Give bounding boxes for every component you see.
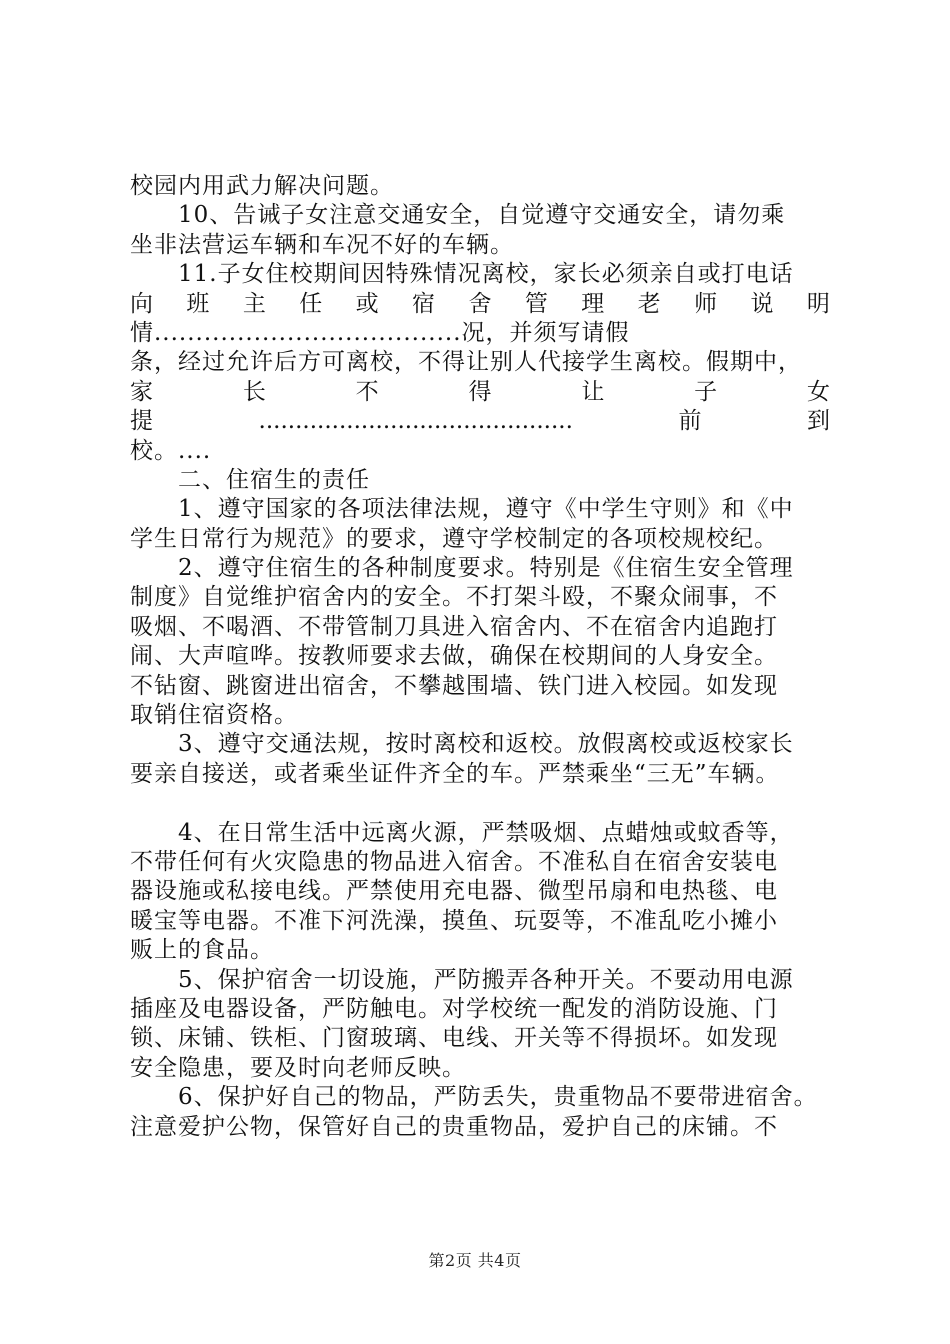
paragraph-line: 10、告诫子女注意交通安全，自觉遵守交通安全，请勿乘 xyxy=(178,202,786,229)
paragraph-line: 闹、大声喧哗。按教师要求去做，确保在校期间的人身安全。 xyxy=(130,643,778,670)
paragraph-line: 3、遵守交通法规，按时离校和返校。放假离校或返校家长 xyxy=(178,731,794,758)
justified-char: 舍 xyxy=(468,290,492,317)
justified-char: 长 xyxy=(242,378,266,405)
paragraph-line: 取销住宿资格。 xyxy=(130,702,298,729)
paragraph-line: 器设施或私接电线。严禁使用充电器、微型吊扇和电热毯、电 xyxy=(130,878,778,905)
blank-line xyxy=(130,789,830,818)
justified-char: 师 xyxy=(694,290,718,317)
justified-char: 家 xyxy=(130,378,153,405)
justified-char: 老 xyxy=(637,290,661,317)
justified-line xyxy=(130,407,830,436)
paragraph-line: 1、遵守国家的各项法律法规，遵守《中学生守则》和《中 xyxy=(178,496,794,523)
paragraph-line: 5、保护宿舍一切设施，严防搬弄各种开关。不要动用电源 xyxy=(178,966,794,993)
document-body xyxy=(130,172,830,1142)
justified-char: 子 xyxy=(694,378,718,405)
paragraph-line: 4、在日常生活中远离火源，严禁吸烟、点蜡烛或蚊香等， xyxy=(178,819,794,846)
paragraph-line: 校园内用武力解决问题。 xyxy=(130,173,394,199)
justified-line xyxy=(130,378,830,407)
paragraph-line: 学生日常行为规范》的要求，遵守学校制定的各项校规校纪。 xyxy=(130,525,778,552)
justified-char: 主 xyxy=(242,290,266,317)
justified-line xyxy=(130,290,830,319)
paragraph-line: 条，经过允许后方可离校，不得让别人代接学生离校。假期中， xyxy=(130,349,802,376)
paragraph-line: 贩上的食品。 xyxy=(130,937,274,964)
justified-char: 任 xyxy=(299,290,323,317)
paragraph-line: 6、保护好自己的物品，严防丢失，贵重物品不要带进宿舍。 xyxy=(178,1084,818,1111)
section-heading: 二、住宿生的责任 xyxy=(178,466,370,493)
justified-char: 说 xyxy=(750,290,774,317)
justified-char: 或 xyxy=(355,290,379,317)
paragraph-line: 吸烟、不喝酒、不带管制刀具进入宿舍内、不在宿舍内追跑打 xyxy=(130,613,778,640)
justified-char: 得 xyxy=(468,378,492,405)
paragraph-line: 制度》自觉维护宿舍内的安全。不打架斗殴，不聚众闹事，不 xyxy=(130,584,778,611)
paragraph-line: 插座及电器设备，严防触电。对学校统一配发的消防设施、门 xyxy=(130,995,778,1022)
paragraph-line: 注意爱护公物，保管好自己的贵重物品，爱护自己的床铺。不 xyxy=(130,1113,778,1140)
paragraph-line: 坐非法营运车辆和车况不好的车辆。 xyxy=(130,231,514,258)
justified-char: 班 xyxy=(186,290,210,317)
justified-char: 到 xyxy=(806,408,830,435)
justified-char: 管 xyxy=(524,290,548,317)
justified-char: 不 xyxy=(355,378,379,405)
justified-token: 提 xyxy=(130,408,153,435)
paragraph-line: 情.....................................况，并须写请假 xyxy=(130,319,630,346)
justified-token: ........................................... xyxy=(258,408,573,435)
paragraph-line: 锁、床铺、铁柜、门窗玻璃、电线、开关等不得损坏。如发现 xyxy=(130,1025,778,1052)
justified-char: 明 xyxy=(806,290,830,317)
paragraph-line: 11.子女住校期间因特殊情况离校，家长必须亲自或打电话 xyxy=(178,261,794,288)
paragraph-line: 校。.... xyxy=(130,437,212,464)
justified-char: 向 xyxy=(130,290,153,317)
paragraph-line: 暖宝等电器。不准下河洗澡，摸鱼、玩耍等，不准乱吃小摊小 xyxy=(130,907,778,934)
page-number-footer: 第2页 共4页 xyxy=(428,1251,522,1270)
justified-char: 宿 xyxy=(412,290,436,317)
paragraph-line: 不带任何有火灾隐患的物品进入宿舍。不准私自在宿舍安装电 xyxy=(130,848,778,875)
paragraph-line: 不钻窗、跳窗进出宿舍，不攀越围墙、铁门进入校园。如发现 xyxy=(130,672,778,699)
paragraph-line: 安全隐患，要及时向老师反映。 xyxy=(130,1054,466,1081)
justified-char: 理 xyxy=(581,290,605,317)
justified-char: 前 xyxy=(678,408,702,435)
justified-char: 让 xyxy=(581,378,605,405)
justified-char: 女 xyxy=(806,378,830,405)
paragraph-line: 要亲自接送，或者乘坐证件齐全的车。严禁乘坐“三无”车辆。 xyxy=(130,760,780,787)
paragraph-line: 2、遵守住宿生的各种制度要求。特别是《住宿生安全管理 xyxy=(178,555,794,582)
